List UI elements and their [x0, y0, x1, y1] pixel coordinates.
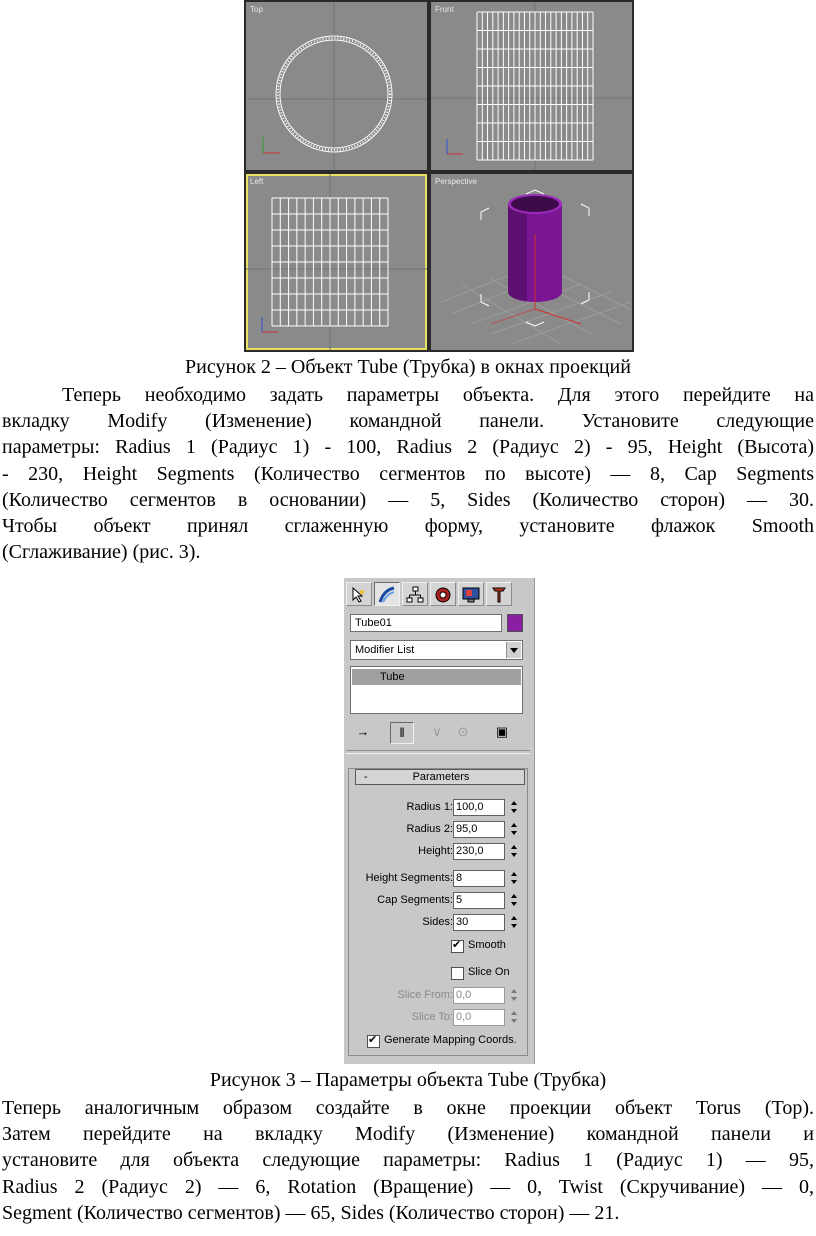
checkbox-box[interactable]	[367, 1035, 380, 1048]
divider	[346, 750, 530, 754]
checkbox-label: Smooth	[468, 939, 506, 951]
viewport-front[interactable]	[431, 2, 632, 170]
display-icon	[462, 586, 480, 604]
param-cap-segments	[349, 892, 527, 910]
param-label: Height Segments:	[365, 872, 453, 884]
panel-tabs	[346, 580, 532, 608]
stack-toolbar	[350, 722, 523, 744]
chevron-down-icon[interactable]	[506, 642, 521, 658]
param-sides	[349, 914, 527, 932]
perspective-view-drawing	[431, 174, 632, 350]
utilities-tab[interactable]	[486, 582, 512, 606]
viewport-label: Perspective	[435, 177, 477, 186]
modify-icon	[378, 586, 396, 604]
spinner-icon[interactable]	[509, 843, 519, 860]
show-end-result-icon[interactable]: ‖	[390, 722, 414, 744]
slice-to-input[interactable]: 0,0	[453, 1009, 505, 1026]
modify-tab[interactable]	[374, 582, 400, 606]
remove-modifier-icon[interactable]: ⊙	[457, 724, 469, 739]
hierarchy-tab[interactable]	[402, 582, 428, 606]
create-tab[interactable]	[346, 582, 372, 606]
object-name-input[interactable]: Tube01	[350, 614, 502, 632]
checkbox-label: Generate Mapping Coords.	[384, 1034, 517, 1046]
motion-tab[interactable]	[430, 582, 456, 606]
paragraph-line: установите для объекта следующие параметры: Radius 1 (Радиус 1) — 95,	[2, 1149, 814, 1172]
checkbox-box[interactable]	[451, 940, 464, 953]
paragraph-line: (Сглаживание) (рис. 3).	[2, 541, 201, 564]
paragraph-line: - 230, Height Segments (Количество сегментов по высоте) — 8, Cap Segments	[2, 462, 814, 485]
paragraph-line: вкладку Modify (Изменение) командной панели. Установите следующие	[2, 410, 814, 433]
figure3-caption: Рисунок 3 – Параметры объекта Tube (Трубка)	[209, 1069, 607, 1091]
spinner-icon[interactable]	[509, 870, 519, 887]
rollout-title: Parameters	[412, 771, 470, 783]
parameters-rollout	[348, 768, 528, 1056]
param-label: Slice To:	[411, 1011, 453, 1023]
param-radius2	[349, 821, 527, 839]
modifier-list-label: Modifier List	[355, 644, 415, 656]
checkbox-box[interactable]	[451, 967, 464, 980]
param-label: Radius 1:	[406, 801, 453, 813]
command-panel	[344, 578, 535, 1064]
paragraph-line: Затем перейдите на вкладку Modify (Изменение) командной панели и	[2, 1123, 814, 1146]
param-label: Sides:	[422, 916, 453, 928]
collapse-toggle: -	[364, 771, 368, 783]
spinner-icon[interactable]	[509, 914, 519, 931]
figure2-caption: Рисунок 2 – Объект Tube (Трубка) в окнах проекций	[185, 356, 631, 378]
modifier-stack	[350, 666, 523, 714]
param-slice-from	[349, 987, 527, 1005]
parameters-rollout-header[interactable]	[355, 769, 525, 785]
sides-input[interactable]: 30	[453, 914, 505, 931]
spinner-icon[interactable]	[509, 987, 519, 1004]
param-radius1	[349, 799, 527, 817]
paragraph-line: параметры: Radius 1 (Радиус 1) - 100, Radius 2 (Радиус 2) - 95, Height (Высота)	[2, 436, 814, 459]
viewport-label: Top	[250, 5, 263, 14]
radius2-input[interactable]: 95,0	[453, 821, 505, 838]
display-tab[interactable]	[458, 582, 484, 606]
object-color-swatch[interactable]	[507, 614, 523, 632]
modifier-list-dropdown[interactable]	[350, 640, 523, 660]
create-icon	[350, 586, 368, 604]
radius1-input[interactable]: 100,0	[453, 799, 505, 816]
param-height-segments	[349, 870, 527, 888]
param-label: Slice From:	[397, 989, 453, 1001]
hierarchy-icon	[406, 586, 424, 604]
spinner-icon[interactable]	[509, 821, 519, 838]
configure-sets-icon[interactable]: ▣	[495, 724, 509, 739]
paragraph-line: Radius 2 (Радиус 2) — 6, Rotation (Вращение) — 0, Twist (Скручивание) — 0,	[2, 1175, 814, 1198]
left-view-drawing	[246, 174, 427, 350]
top-view-drawing	[246, 2, 427, 170]
spinner-icon[interactable]	[509, 1009, 519, 1026]
spinner-icon[interactable]	[509, 892, 519, 909]
pin-stack-icon[interactable]: →	[356, 724, 370, 739]
paragraph-line: Теперь необходимо задать параметры объекта. Для этого перейдите на	[62, 384, 814, 406]
paragraph-2	[2, 1095, 814, 1226]
viewport-top[interactable]	[246, 2, 427, 170]
viewport-label: Front	[435, 5, 454, 14]
front-view-drawing	[431, 2, 632, 170]
param-slice-to	[349, 1009, 527, 1027]
param-label: Cap Segments:	[377, 894, 453, 906]
paragraph-line: (Количество сегментов в основании) — 5, Sides (Количество сторон) — 30.	[2, 488, 814, 511]
cap-segments-input[interactable]: 5	[453, 892, 505, 909]
paragraph-line: Теперь аналогичным образом создайте в окне проекции объект Torus (Top).	[2, 1097, 814, 1119]
paragraph-line: Чтобы объект принял сглаженную форму, установите флажок Smooth	[2, 514, 814, 537]
param-label: Radius 2:	[406, 823, 453, 835]
param-height	[349, 843, 527, 861]
paragraph-line: Segment (Количество сегментов) — 65, Sides (Количество сторон) — 21.	[2, 1201, 620, 1224]
viewport-label: Left	[250, 177, 264, 186]
viewports-figure	[244, 0, 634, 352]
viewport-left[interactable]	[246, 174, 427, 350]
paragraph-1	[2, 382, 814, 565]
spinner-icon[interactable]	[509, 799, 519, 816]
stack-item-tube[interactable]: Tube	[352, 669, 521, 685]
height-segments-input[interactable]: 8	[453, 870, 505, 887]
utilities-icon	[490, 586, 508, 604]
motion-icon	[434, 586, 452, 604]
height-input[interactable]: 230,0	[453, 843, 505, 860]
checkbox-label: Slice On	[468, 966, 510, 978]
slice-from-input[interactable]: 0,0	[453, 987, 505, 1004]
param-label: Height:	[418, 845, 453, 857]
make-unique-icon[interactable]: ∨	[432, 724, 442, 739]
viewport-perspective[interactable]	[431, 174, 632, 350]
